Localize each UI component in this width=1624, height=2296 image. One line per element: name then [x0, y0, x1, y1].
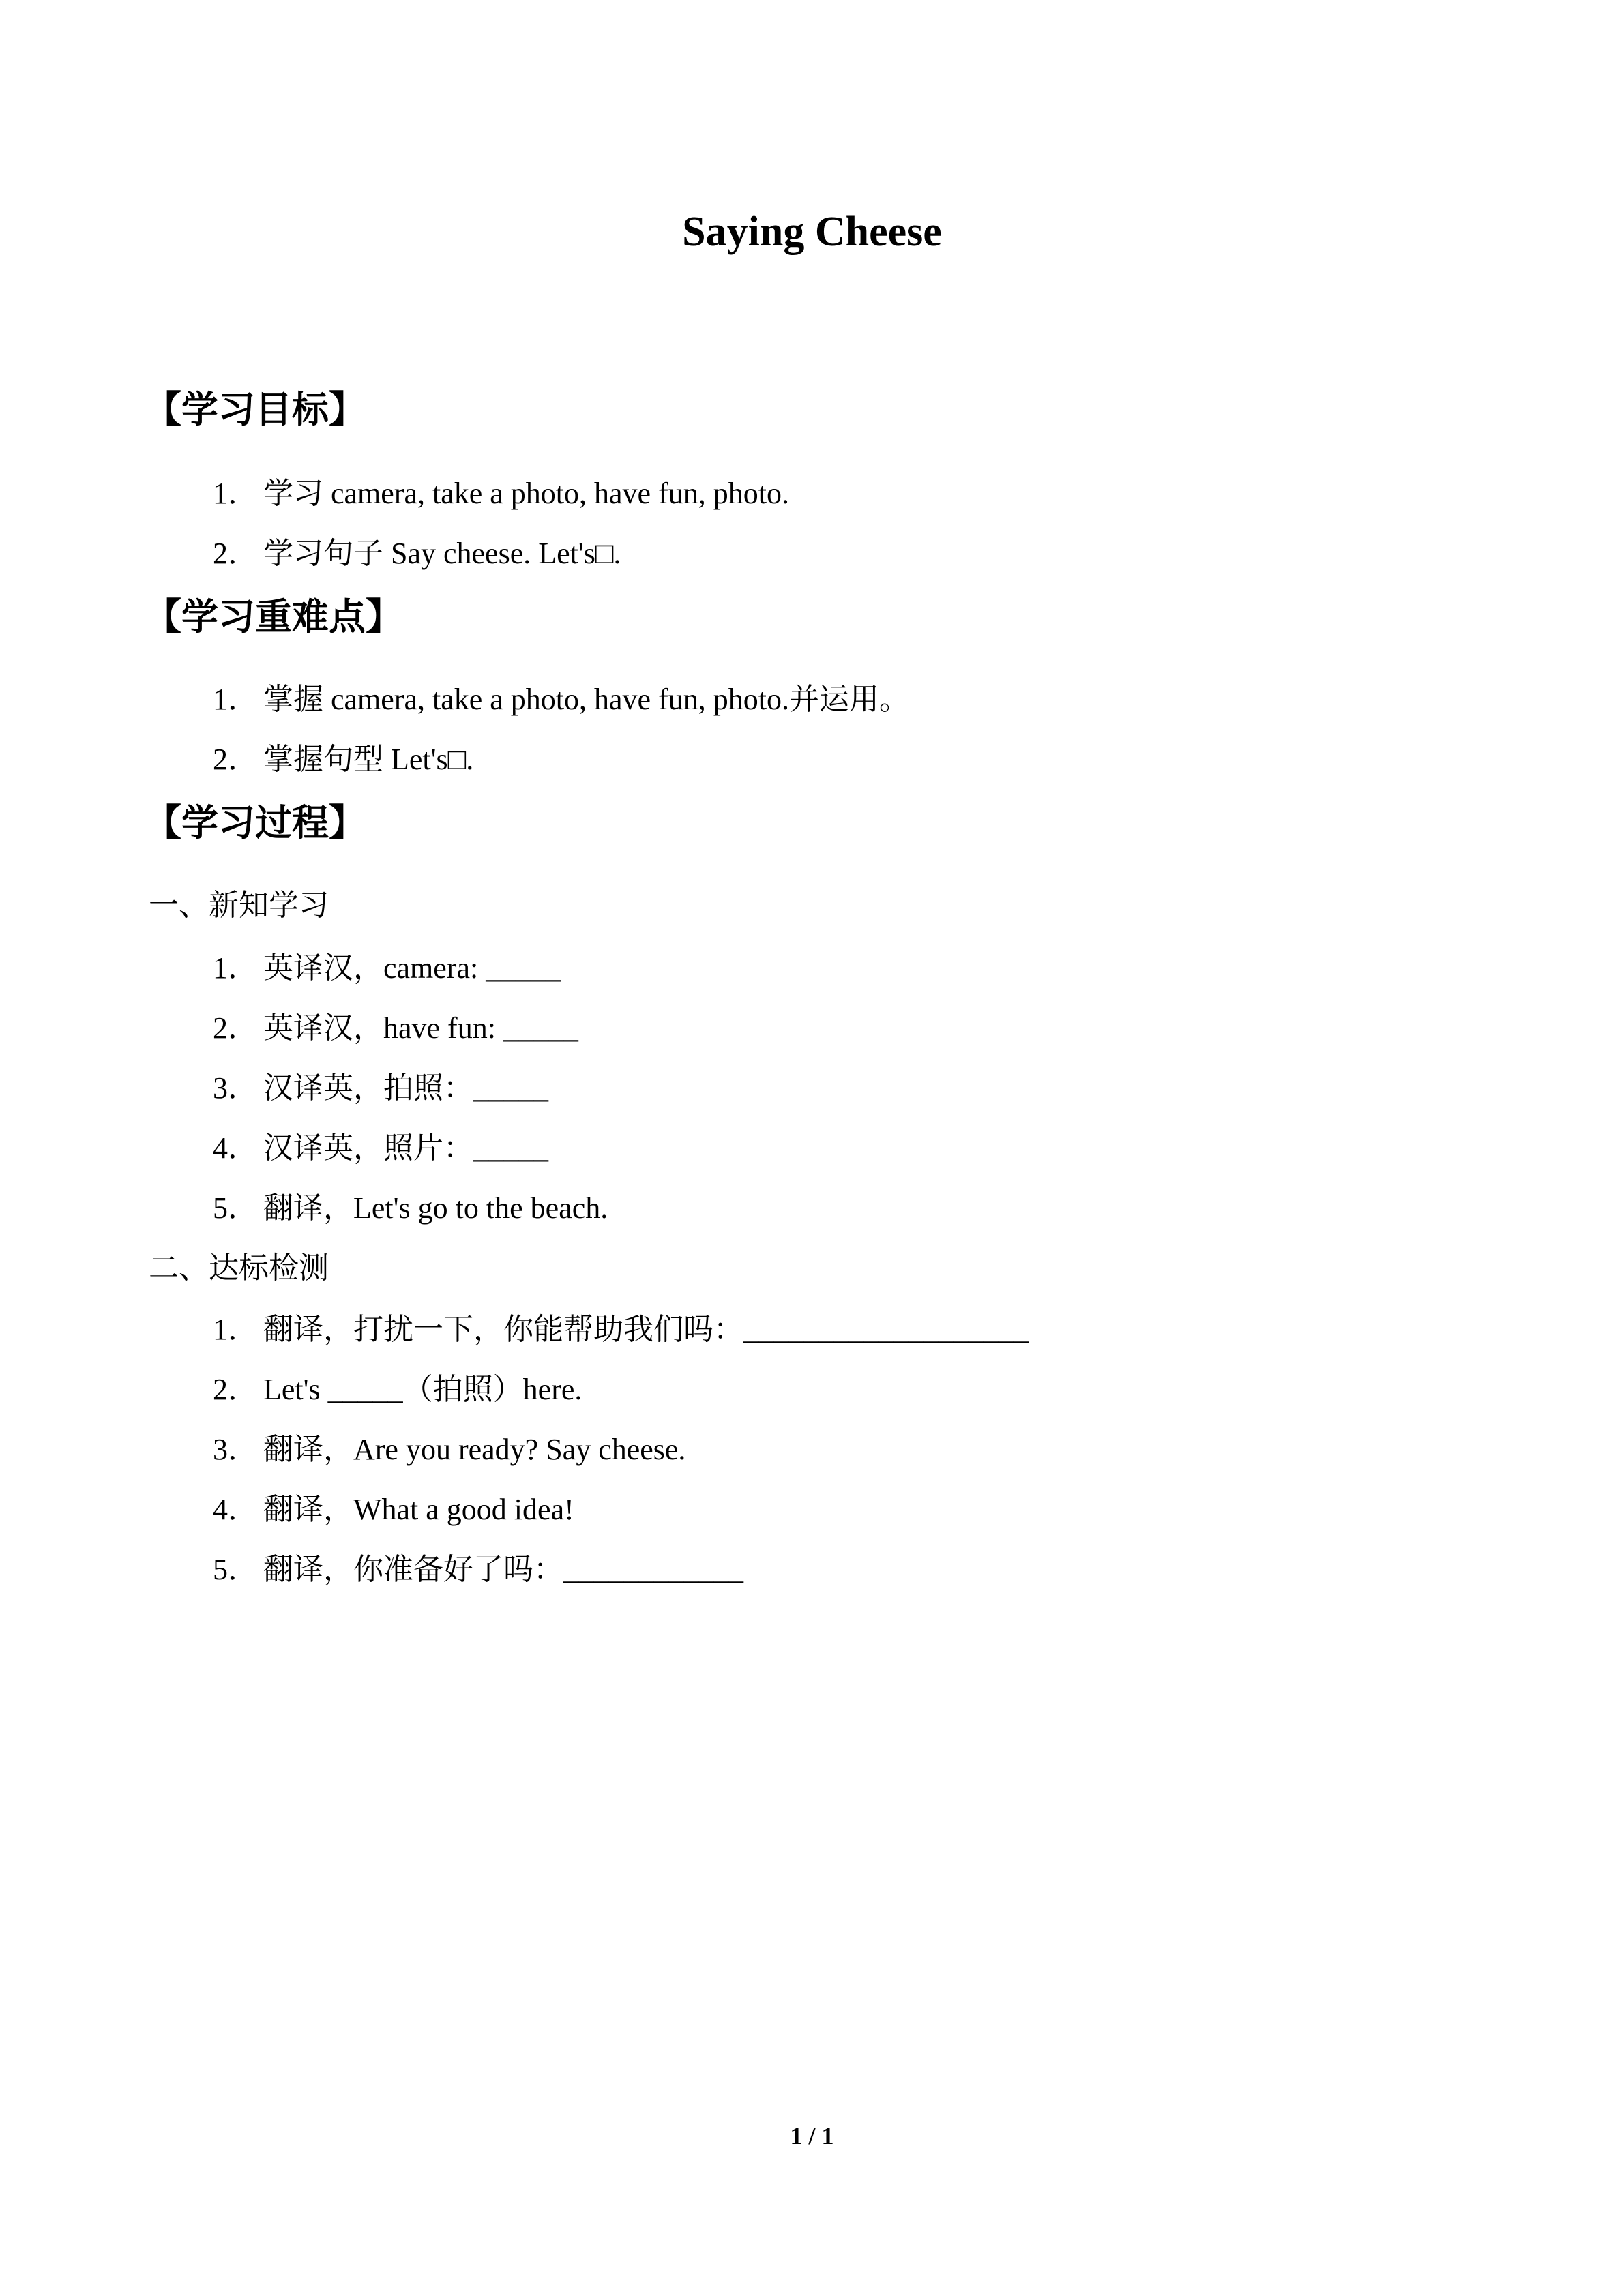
item-number: 1．	[213, 477, 258, 510]
item-number: 1．	[213, 683, 258, 716]
list-item	[213, 739, 473, 780]
item-text: 学习 camera, take a photo, have fun, photo.	[263, 477, 789, 510]
item-text: 翻译，打扰一下，你能帮助我们吗：___________________	[263, 1313, 1029, 1346]
part-label-new-knowledge: 一、新知学习	[149, 889, 329, 922]
list-item	[213, 1188, 608, 1229]
list-item	[213, 679, 909, 720]
list-item	[213, 473, 789, 514]
item-text: 汉译英，拍照：_____	[263, 1071, 548, 1105]
list-item	[213, 1128, 548, 1169]
item-number: 5．	[213, 1553, 258, 1586]
item-number: 3．	[213, 1071, 258, 1105]
item-text: 学习句子 Say cheese. Let's□.	[263, 537, 621, 570]
item-number: 4．	[213, 1493, 258, 1526]
list-item	[213, 1008, 578, 1049]
item-number: 4．	[213, 1131, 258, 1165]
item-text: Let's _____（拍照）here.	[263, 1373, 582, 1406]
item-text: 掌握 camera, take a photo, have fun, photo.并运用。	[263, 683, 909, 716]
item-text: 翻译，你准备好了吗：____________	[263, 1553, 743, 1586]
item-text: 英译汉，have fun: _____	[263, 1011, 578, 1045]
item-number: 1．	[213, 1313, 258, 1346]
list-item	[213, 1068, 548, 1109]
list-item	[213, 1369, 582, 1410]
section-heading-goals: 【学习目标】	[145, 388, 366, 431]
item-number: 2．	[213, 743, 258, 776]
section-heading-key-points: 【学习重难点】	[145, 595, 402, 638]
item-number: 3．	[213, 1433, 258, 1466]
page-number: 1 / 1	[790, 2122, 834, 2149]
list-item	[213, 948, 561, 989]
list-item	[213, 533, 621, 574]
item-number: 2．	[213, 1011, 258, 1045]
item-number: 5．	[213, 1191, 258, 1225]
list-item	[213, 1429, 685, 1470]
item-text: 翻译，Let's go to the beach.	[263, 1191, 608, 1225]
item-text: 英译汉，camera: _____	[263, 951, 561, 985]
page-title: Saying Cheese	[682, 209, 942, 255]
list-item	[213, 1549, 743, 1590]
item-number: 2．	[213, 1373, 258, 1406]
list-item	[213, 1309, 1029, 1350]
item-text: 掌握句型 Let's□.	[263, 743, 474, 776]
section-heading-process: 【学习过程】	[145, 801, 366, 844]
item-text: 汉译英，照片：_____	[263, 1131, 548, 1165]
item-number: 2．	[213, 537, 258, 570]
item-text: 翻译，What a good idea!	[263, 1493, 574, 1526]
list-item	[213, 1489, 574, 1530]
part-label-assessment: 二、达标检测	[149, 1251, 329, 1285]
item-text: 翻译，Are you ready? Say cheese.	[263, 1433, 686, 1466]
item-number: 1．	[213, 951, 258, 985]
